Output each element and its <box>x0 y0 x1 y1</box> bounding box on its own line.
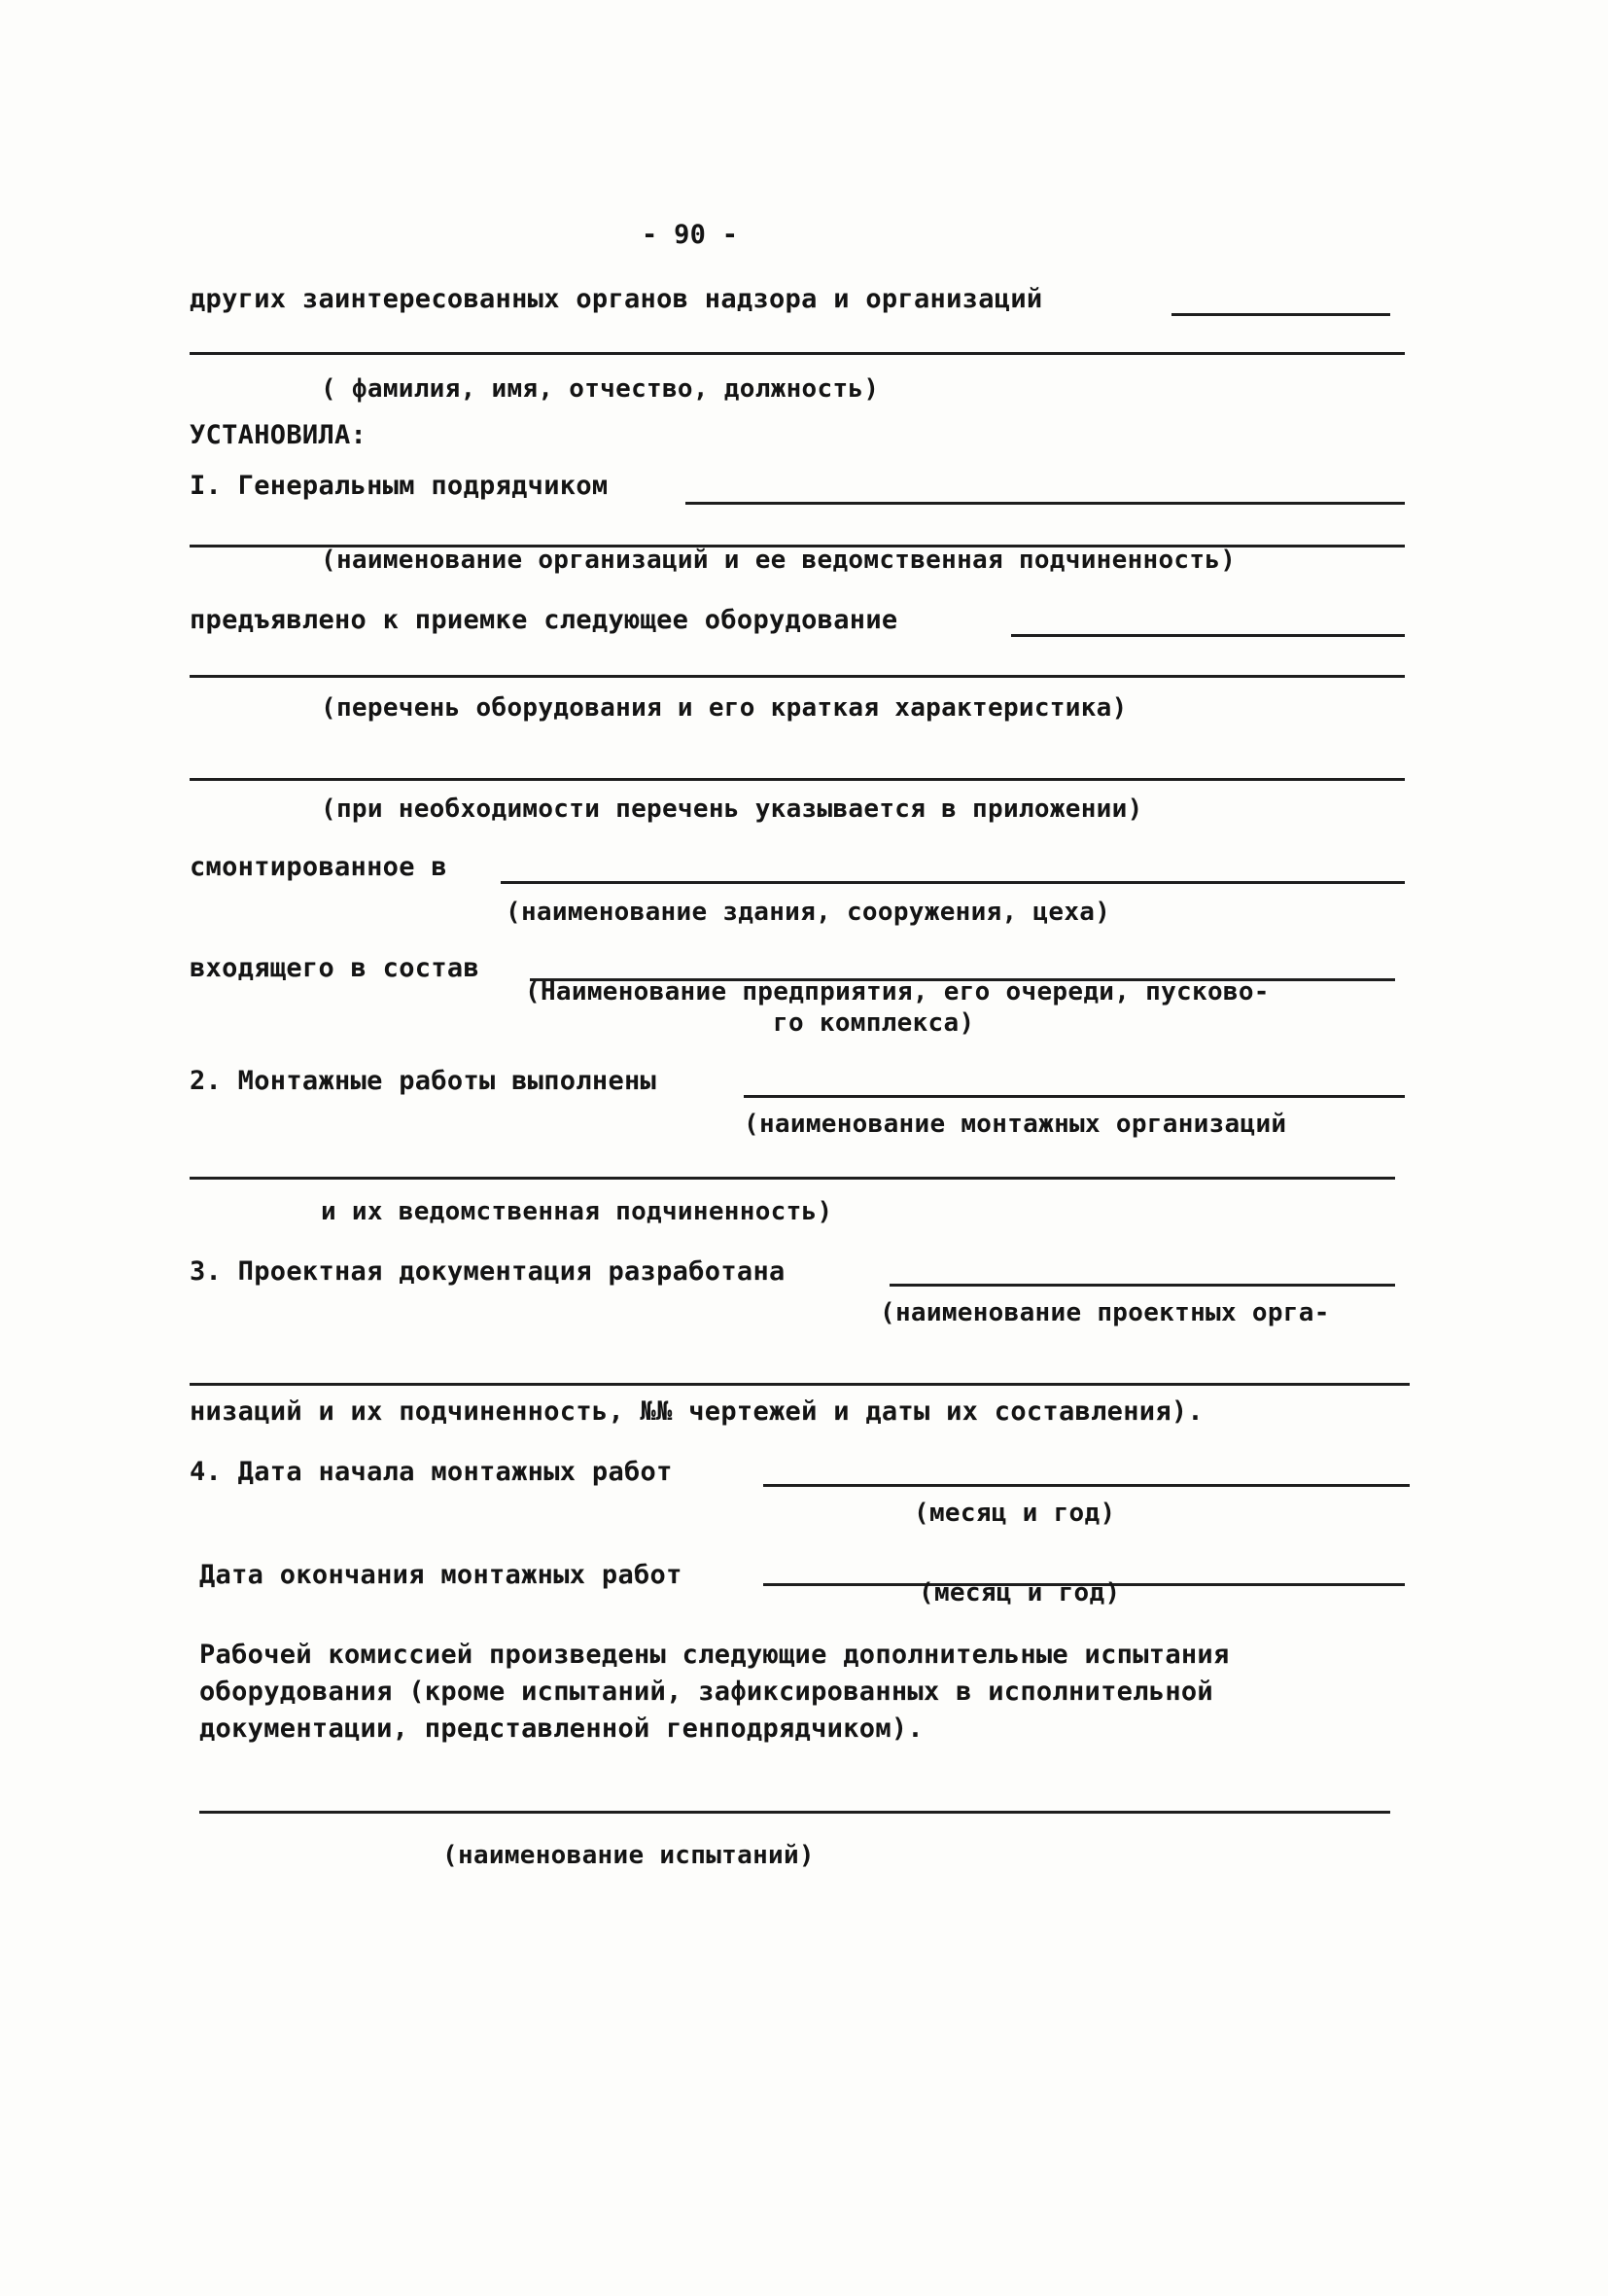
item-3-design-docs: 3. Проектная документация разработана <box>190 1256 786 1287</box>
caption-appendix-note: (при необходимости перечень указывается в приложении) <box>321 795 1143 824</box>
paragraph-line-2: оборудования (кроме испытаний, зафиксированных в исполнительной <box>199 1677 1213 1707</box>
fill-line-design-org <box>890 1284 1395 1287</box>
caption-equipment-list: (перечень оборудования и его краткая характеристика) <box>321 693 1128 723</box>
text-part-of: входящего в состав <box>190 953 479 983</box>
page-number: - 90 - <box>642 220 739 250</box>
caption-installation-org-1: (наименование монтажных организаций <box>744 1110 1287 1139</box>
caption-design-org-2: низаций и их подчиненность, №№ чертежей и даты их составления). <box>190 1396 1204 1427</box>
text-line-other-bodies: других заинтересованных органов надзора и организаций <box>190 284 1043 314</box>
fill-line-installed-in <box>501 881 1405 884</box>
caption-month-year-2: (месяц и год) <box>919 1578 1121 1607</box>
fill-line-start-date <box>763 1484 1410 1487</box>
fill-line-design-org-2 <box>190 1383 1410 1386</box>
caption-design-org-1: (наименование проектных орга- <box>880 1298 1330 1327</box>
item-2-installation-works: 2. Монтажные работы выполнены <box>190 1066 657 1096</box>
text-installed-in: смонтированное в <box>190 852 447 882</box>
caption-organization-subordination: (наименование организаций и ее ведомственная подчиненность) <box>321 546 1237 575</box>
item-4-start-date: 4. Дата начала монтажных работ <box>190 1457 673 1487</box>
fill-line-installation-org <box>744 1095 1405 1098</box>
fill-line-equipment-3 <box>190 778 1405 781</box>
caption-month-year-1: (месяц и год) <box>914 1499 1116 1528</box>
heading-established: УСТАНОВИЛА: <box>190 420 367 450</box>
paragraph-line-1: Рабочей комиссией произведены следующие дополнительные испытания <box>199 1640 1230 1670</box>
fill-line-general-contractor <box>685 502 1405 505</box>
caption-enterprise-2: го комплекса) <box>773 1008 975 1038</box>
fill-line-installation-org-2 <box>190 1177 1395 1180</box>
fill-line-equipment-2 <box>190 675 1405 678</box>
fill-line-equipment <box>1011 634 1405 637</box>
text-equipment-presented: предъявлено к приемке следующее оборудование <box>190 605 898 635</box>
caption-building: (наименование здания, сооружения, цеха) <box>506 898 1111 927</box>
item-1-general-contractor: I. Генеральным подрядчиком <box>190 471 609 501</box>
text-end-date: Дата окончания монтажных работ <box>199 1560 682 1590</box>
caption-name-position: ( фамилия, имя, отчество, должность) <box>321 374 880 404</box>
paragraph-line-3: документации, представленной генподрядчиком). <box>199 1713 924 1744</box>
fill-line-other-bodies <box>1171 313 1390 316</box>
caption-enterprise-1: (Наименование предприятия, его очереди, пусково- <box>525 977 1270 1007</box>
caption-installation-org-2: и их ведомственная подчиненность) <box>321 1197 833 1226</box>
fill-line-full-1 <box>190 352 1405 355</box>
caption-tests: (наименование испытаний) <box>442 1841 815 1870</box>
fill-line-tests <box>199 1811 1390 1814</box>
